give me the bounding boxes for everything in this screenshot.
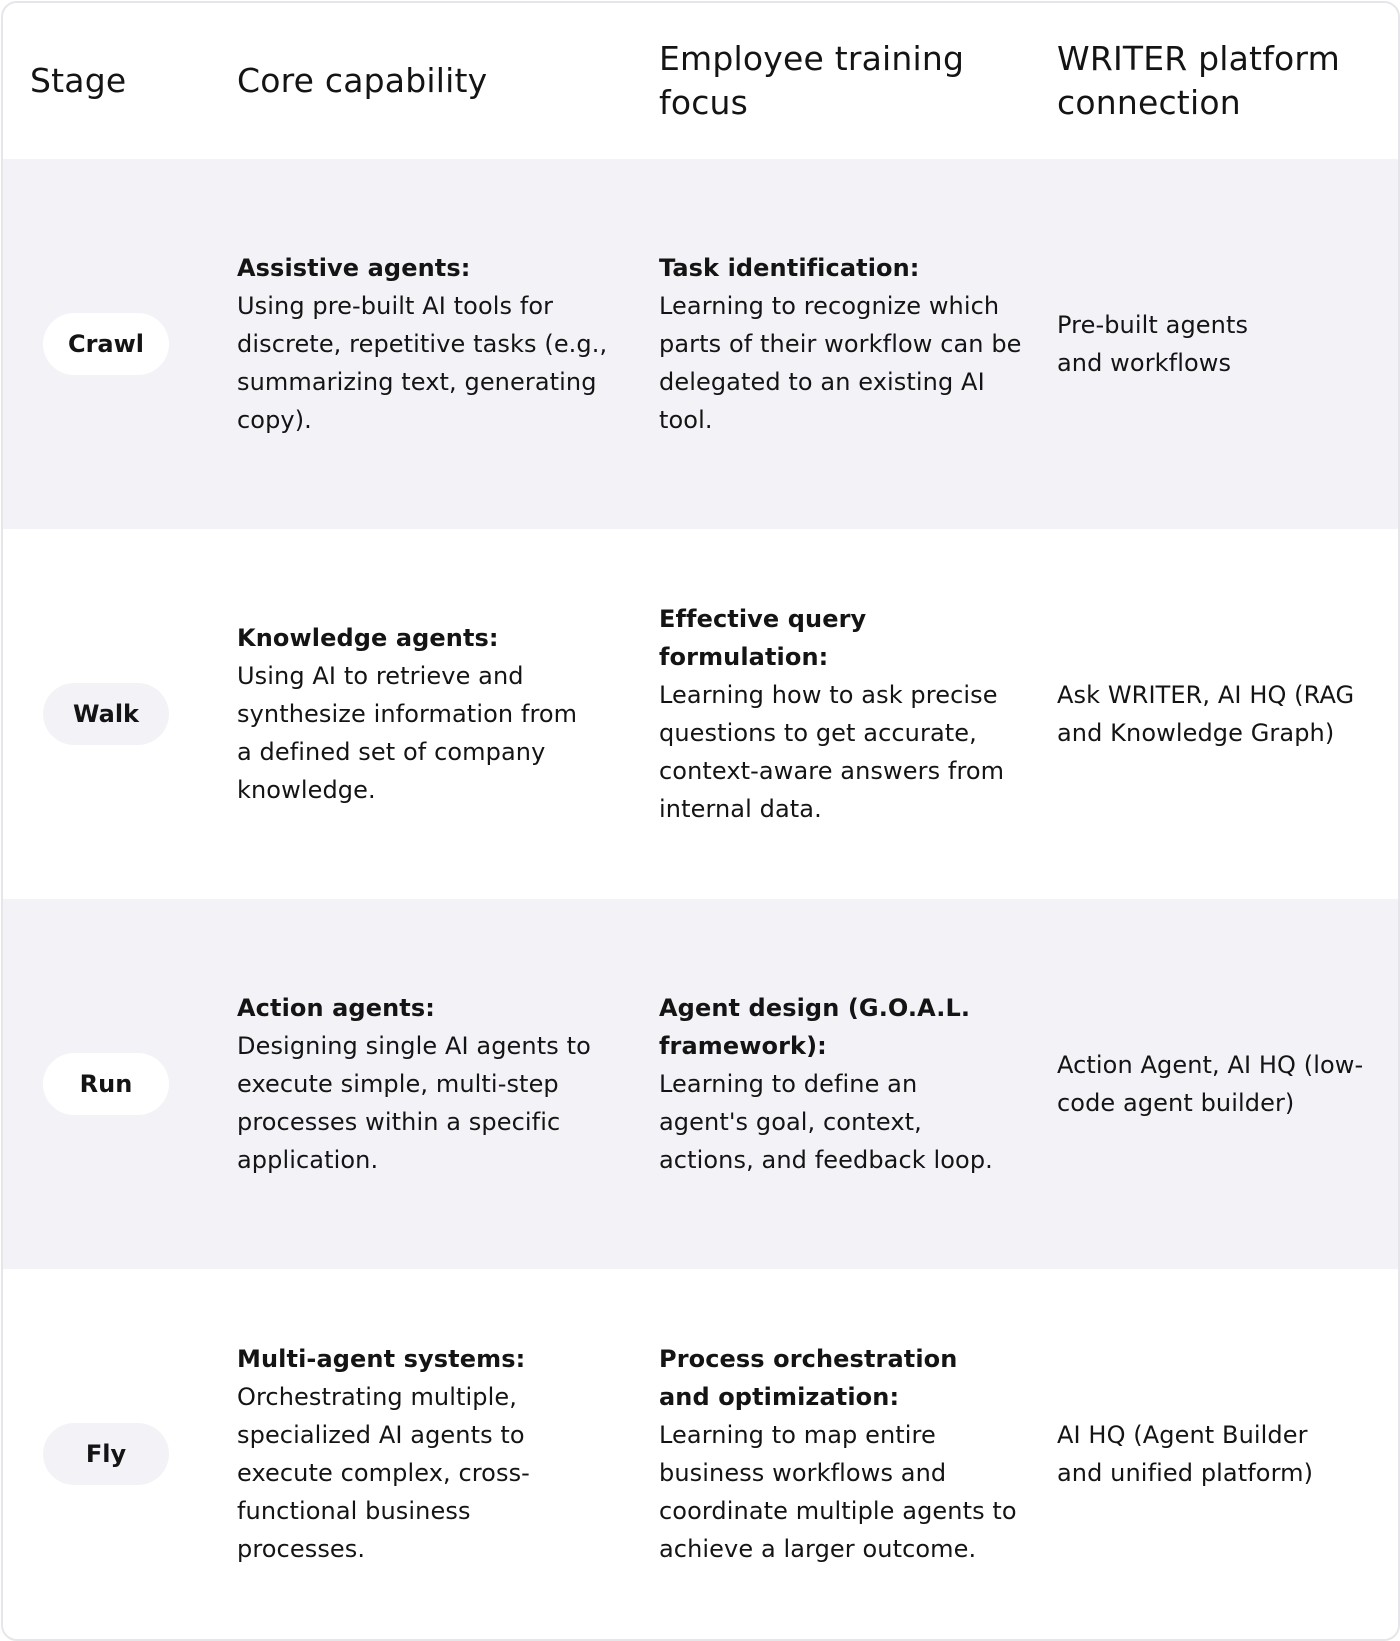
- core-capability-title: Multi-agent systems:: [237, 1345, 526, 1373]
- table-row: [3, 899, 1398, 1269]
- writer-connection-cell: [1057, 899, 1387, 1269]
- writer-connection-text: Pre-built agents and workflows: [1057, 311, 1249, 377]
- training-focus-title: Task identification:: [659, 254, 920, 282]
- core-capability-description: Using AI to retrieve and synthesize information from a defined set of company knowledge.: [237, 662, 578, 804]
- training-focus-description: Learning to define an agent's goal, context, actions, and feedback loop.: [659, 1070, 993, 1174]
- core-capability-description: Using pre-built AI tools for discrete, repetitive tasks (e.g., summarizing text, generating copy).: [237, 292, 608, 434]
- stage-badge: Run: [43, 1053, 169, 1115]
- writer-connection-text: Ask WRITER, AI HQ (RAG and Knowledge Graph): [1057, 681, 1355, 747]
- writer-connection-text: Action Agent, AI HQ (low-code agent builder): [1057, 1051, 1364, 1117]
- core-capability-title: Action agents:: [237, 994, 435, 1022]
- core-capability-cell: [237, 1269, 627, 1639]
- header-writer-platform-connection: WRITER platform connection: [1057, 39, 1340, 122]
- stage-badge: Crawl: [43, 313, 169, 375]
- training-focus-description: Learning to recognize which parts of their workflow can be delegated to an existing AI tool.: [659, 292, 1022, 434]
- stage-badge: Fly: [43, 1423, 169, 1485]
- training-focus-title: Process orchestration and optimization:: [659, 1345, 958, 1411]
- core-capability-description: Designing single AI agents to execute simple, multi-step processes within a specific application.: [237, 1032, 591, 1174]
- training-focus-title: Agent design (G.O.A.L. framework):: [659, 994, 971, 1060]
- core-capability-cell: [237, 899, 627, 1269]
- header-employee-training-focus: Employee training focus: [659, 39, 965, 122]
- capability-table: [1, 1, 1400, 1641]
- header-core-capability: Core capability: [237, 61, 488, 100]
- table-row: [3, 159, 1398, 529]
- writer-connection-cell: [1057, 159, 1387, 529]
- core-capability-cell: [237, 529, 627, 899]
- core-capability-cell: [237, 159, 627, 529]
- stage-badge: Walk: [43, 683, 169, 745]
- writer-connection-cell: [1057, 1269, 1387, 1639]
- training-focus-cell: [659, 529, 1039, 899]
- core-capability-title: Knowledge agents:: [237, 624, 499, 652]
- writer-connection-cell: [1057, 529, 1387, 899]
- table-row: [3, 1269, 1398, 1639]
- header-stage: Stage: [30, 61, 127, 100]
- table-row: [3, 529, 1398, 899]
- training-focus-title: Effective query formulation:: [659, 605, 867, 671]
- training-focus-cell: [659, 1269, 1039, 1639]
- training-focus-description: Learning to map entire business workflows and coordinate multiple agents to achieve a larger outcome.: [659, 1421, 1017, 1563]
- training-focus-description: Learning how to ask precise questions to get accurate, context-aware answers from internal data.: [659, 681, 1005, 823]
- writer-connection-text: AI HQ (Agent Builder and unified platform): [1057, 1421, 1314, 1487]
- training-focus-cell: [659, 899, 1039, 1269]
- table-header: [3, 3, 1398, 159]
- core-capability-description: Orchestrating multiple, specialized AI agents to execute complex, cross-functional business processes.: [237, 1383, 530, 1563]
- training-focus-cell: [659, 159, 1039, 529]
- core-capability-title: Assistive agents:: [237, 254, 471, 282]
